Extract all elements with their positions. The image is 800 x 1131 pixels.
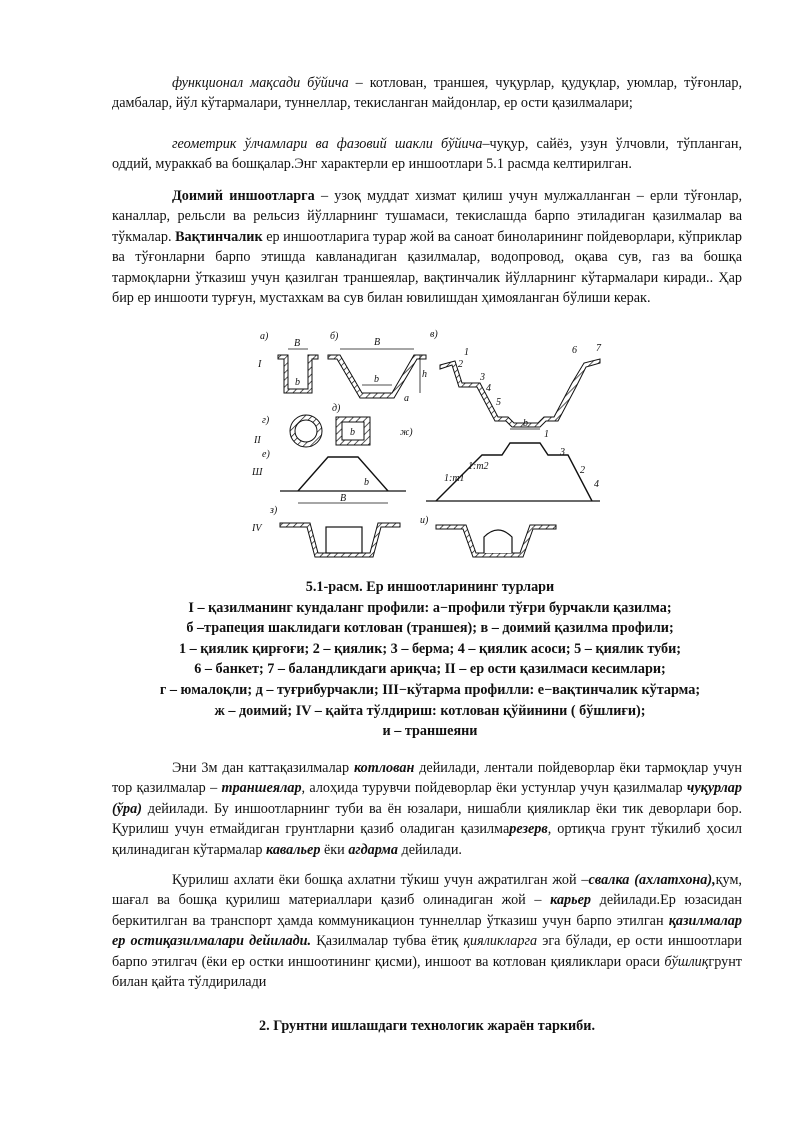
dim-B-a: B: [294, 338, 301, 349]
paragraph-permanent: [112, 186, 742, 308]
paragraph-pits: [112, 758, 742, 860]
num-1: 1: [464, 347, 469, 358]
num-1-zh: 1: [544, 429, 549, 440]
paragraph-dumps: [112, 870, 742, 992]
paragraph-text: дейилади, лентали пойдеворлар ёки тармоқлар учун тор қазилмалар –: [112, 760, 742, 797]
row-I: I: [258, 359, 262, 370]
term-geometric: геометрик ўлчамлари ва фазовий шакли бўйича: [172, 136, 483, 152]
embankment-permanent: [426, 418, 600, 501]
num-4-zh: 4: [594, 479, 599, 490]
term-kotlovan: котлован: [353, 760, 415, 776]
caption-line: г – юмалоқли; д – туғрибурчакли; III−кўтарма профилли: е−вақтинчалик кўтарма;: [159, 681, 701, 698]
paragraph-text: – узоқ муддат хизмат қилиш учун мулжалланган – ерли тўғонлар, каналлар, рельсли ва рельсиз йўлларнинг тушамаси, текислашда барпо этиладиган қазилмалар ва тўкмалар.: [112, 188, 742, 245]
row-II: II: [254, 435, 261, 446]
figure-caption: [100, 577, 760, 742]
num-2-zh: 2: [580, 465, 585, 476]
term-chuqur: чуқурлар (ўра): [112, 780, 742, 817]
label-i: и): [420, 515, 429, 526]
label-g: г): [262, 415, 270, 426]
label-b: б): [330, 331, 339, 342]
num-3-zh: 3: [560, 447, 565, 458]
term-svalka: свалка (ахлатхона),: [588, 872, 716, 888]
term-cavity: бўшлиқ: [664, 953, 709, 970]
caption-line: I – қазилманинг кундаланг профили: а−профили тўғри бурчакли қазилма;: [188, 599, 672, 616]
slope-m1: 1:m1: [444, 473, 465, 484]
paragraph-text: грунт билан қайта тўлдирилади: [112, 953, 742, 991]
tunnel-rectangular: [336, 417, 370, 445]
backfill-trench: [436, 525, 556, 557]
label-v: в): [430, 329, 438, 340]
dim-b-b: b: [374, 374, 379, 385]
num-2: 2: [458, 359, 463, 370]
paragraph-functional: [112, 73, 742, 114]
embankment-temporary: [280, 457, 406, 504]
dim-b-e: b: [364, 477, 369, 488]
dim-a: a: [404, 393, 409, 404]
paragraph-text: қум, шағал ва бошқа қурилиш материаллари қазиб олинадиган жой –: [112, 872, 742, 909]
dim-B-b: B: [374, 337, 381, 348]
term-rezerv: резерв: [509, 821, 548, 838]
caption-line: б –трапеция шаклидаги котлован (траншея); в – доимий қазилма профили;: [186, 620, 674, 637]
term-karyer: карьер: [550, 892, 592, 909]
excavation-rectangular: [278, 338, 318, 393]
paragraph-text: Қазилмалар тубва ётиқ: [311, 933, 464, 950]
paragraph-text: ер иншоотларига турар жой ва саноат биноларининг пойдеворлари, кўприклар ва тўғонларни барпо этишда кавланадиган қазилмалар, водопровод, оқава сув, газ ва бошқа тармоқларни ўтказиш учун қазилган траншеялар, вақтинчалик йўлларнинг кўтармалари киради.. Ҳар бир ер иншооти турғун, мустахкам ва сув билан ювилишдан ҳимояланган бўлиши керак.: [112, 228, 742, 307]
paragraph-text: ёки: [320, 841, 349, 858]
paragraph-text: – котлован, траншея, чуқурлар, қудуқлар, уюмлар, тўғонлар, дамбалар, йўл кўтармалари, туннеллар, текисланган майдонлар, ер ости қазилмалари;: [112, 75, 742, 112]
paragraph-text: , ортиқча грунт тўкилиб ҳосил қилинадиган кўтармалар: [112, 821, 742, 858]
label-z: з): [270, 505, 278, 516]
term-agdarma: агдарма: [348, 841, 398, 858]
label-e: е): [262, 449, 270, 460]
num-4: 4: [486, 383, 491, 394]
term-transheya: траншеялар: [221, 780, 302, 797]
tunnel-round-inner: [295, 420, 317, 442]
num-3: 3: [480, 372, 485, 383]
label-a: а): [260, 331, 269, 342]
paragraph-text: дейилади. Бу иншоотларнинг туби ва ён юзалари, нишабли қияликлар ёки тик деворлари бор. Қурилиш учун етмайдиган грунтларни қазиб оладиган қазилма: [112, 800, 742, 838]
dim-b-a: b: [295, 377, 300, 388]
term-kavalyer: кавальер: [265, 841, 321, 858]
num-5: 5: [496, 397, 501, 408]
caption-line: 6 – банкет; 7 – баландликдаги ариқча; II – ер ости қазилмаси кесимлари;: [194, 661, 666, 678]
label-zh: ж): [400, 427, 413, 438]
term-slopes: қияликларга: [463, 933, 538, 950]
row-III: Ш: [252, 467, 263, 478]
paragraph-text: Эни 3м дан каттақазилмалар: [172, 760, 354, 776]
label-d: д): [332, 403, 341, 414]
paragraph-text: дейилади.: [397, 841, 462, 858]
dim-B-e: B: [340, 493, 347, 504]
paragraph-text: Қурилиш ахлати ёки бошқа ахлатни тўкиш учун ажратилган жой –: [172, 872, 589, 888]
excavation-permanent: [440, 343, 602, 427]
row-IV: IV: [252, 523, 262, 534]
term-permanent: Доимий иншоотларга: [172, 188, 315, 204]
figure-earthworks: [240, 325, 620, 570]
term-temporary: Вақтинчалик: [175, 228, 263, 245]
paragraph-text: , алоҳида турувчи пойдеворлар ёки устунлар учун қазилмалар: [301, 780, 687, 797]
dim-b-zh: b: [523, 418, 528, 429]
slope-m2: 1:m2: [468, 461, 489, 472]
caption-line: 1 – қиялик қирғоғи; 2 – қиялик; 3 – берма; 4 – қиялик асоси; 5 – қиялик туби;: [178, 640, 682, 657]
excavation-trapezoid: [328, 337, 427, 404]
dim-b-d: b: [350, 427, 355, 438]
num-6: 6: [572, 345, 577, 356]
paragraph-geometric: [112, 134, 742, 175]
caption-line: 5.1-расм. Ер иншоотларининг турлари: [305, 579, 555, 595]
dim-h: h: [422, 369, 427, 380]
paragraph-text: эга бўлади, ер ости иншоотлари барпо этилгач (ёки ер остки иншоотининг қисми), иншоот ва котлован қияликлари ораси: [112, 933, 742, 970]
term-underground: қазилмалар ер остиқазилмалари дейилади.: [112, 912, 742, 950]
paragraph-text: –чуқур, сайёз, узун ўлчовли, тўпланган, оддий, мураккаб ва бошқалар.Энг характерли ер иншоотлари 5.1 расмда келтирилган.: [112, 136, 742, 173]
num-7: 7: [596, 343, 601, 354]
backfill-pit: [280, 523, 400, 557]
term-functional: функционал мақсади бўйича: [172, 75, 349, 91]
caption-line: и – траншеяни: [382, 723, 478, 740]
paragraph-text: дейилади.Ер юзасидан беркитилган ва транспорт ҳамда коммуникацион туннеллар ўтказиш учун барпо этилган: [112, 892, 742, 929]
section-heading: 2. Грунтни ишлашдаги технологик жараён таркиби.: [259, 1018, 595, 1034]
caption-line: ж – доимий; IV – қайта тўлдириш: котлован қўйинини ( бўшлиғи);: [214, 702, 646, 719]
